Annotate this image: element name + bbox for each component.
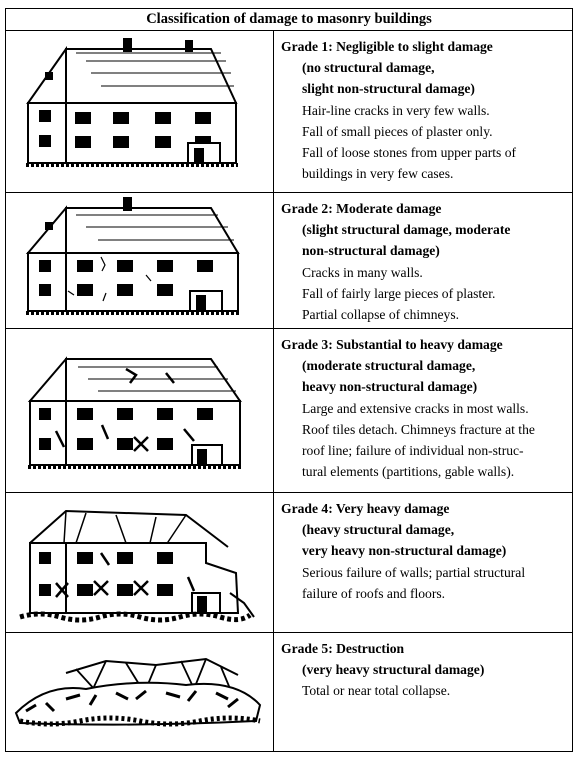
grade-3-description-line: tural elements (partitions, gable walls). [302,464,515,480]
grade-4-description-line: failure of roofs and floors. [302,585,446,601]
grade-4-description-line: Serious failure of walls; partial structural [302,564,526,580]
grade-row-1 [6,31,572,193]
grade-4-subtitle-line: very heavy non-structural damage) [302,543,507,559]
grade-1-subtitle-line: slight non-structural damage) [302,81,475,97]
grade-2-subtitle-line: non-structural damage) [302,243,440,259]
grade-row-3 [6,329,572,493]
damage-classification-table [5,8,573,752]
grade-4-title: Grade 4: Very heavy damage [281,501,450,516]
grade-1-illustration [6,31,274,192]
grade-2-illustration [6,193,274,328]
grade-3-title: Grade 3: Substantial to heavy damage [281,337,503,352]
grade-1-description-line: Fall of small pieces of plaster only. [302,123,493,139]
grade-3-text [281,334,568,482]
grade-1-description-line: buildings in very few cases. [302,166,454,182]
grade-2-description-line: Fall of fairly large pieces of plaster. [302,285,496,301]
grade-3-description-line: Roof tiles detach. Chimneys fracture at the [302,421,535,437]
grade-4-illustration [6,493,274,632]
grade-5-subtitle-line: (very heavy structural damage) [302,662,485,678]
grade-1-text [281,36,568,184]
grade-5-illustration [6,633,274,751]
grade-4-text [281,498,568,604]
grade-2-subtitle-line: (slight structural damage, moderate [302,222,511,238]
grade-2-text [281,198,568,325]
grade-1-description-line: Hair-line cracks in very few walls. [302,102,490,118]
grade-1-description-line: Fall of loose stones from upper parts of [302,145,517,161]
grade-5-title: Grade 5: Destruction [281,641,405,656]
grade-1-title: Grade 1: Negligible to slight damage [281,39,493,54]
grade-3-illustration [6,329,274,492]
grade-5-description-line: Total or near total collapse. [302,683,451,699]
grade-2-description-line: Cracks in many walls. [302,264,423,280]
grade-4-subtitle-line: (heavy structural damage, [302,522,455,538]
grade-3-description-line: roof line; failure of individual non-struc- [302,443,524,459]
grade-row-4 [6,493,572,633]
grade-5-text [281,638,568,702]
grade-2-description-line: Partial collapse of chimneys. [302,307,460,323]
grade-3-subtitle-line: heavy non-structural damage) [302,379,478,395]
table-title: Classification of damage to masonry buildings [6,9,572,31]
grade-3-subtitle-line: (moderate structural damage, [302,358,476,374]
grade-3-description-line: Large and extensive cracks in most walls. [302,400,529,416]
grade-row-5 [6,633,572,751]
grade-row-2 [6,193,572,329]
grade-1-subtitle-line: (no structural damage, [302,60,435,76]
grade-2-title: Grade 2: Moderate damage [281,201,442,216]
